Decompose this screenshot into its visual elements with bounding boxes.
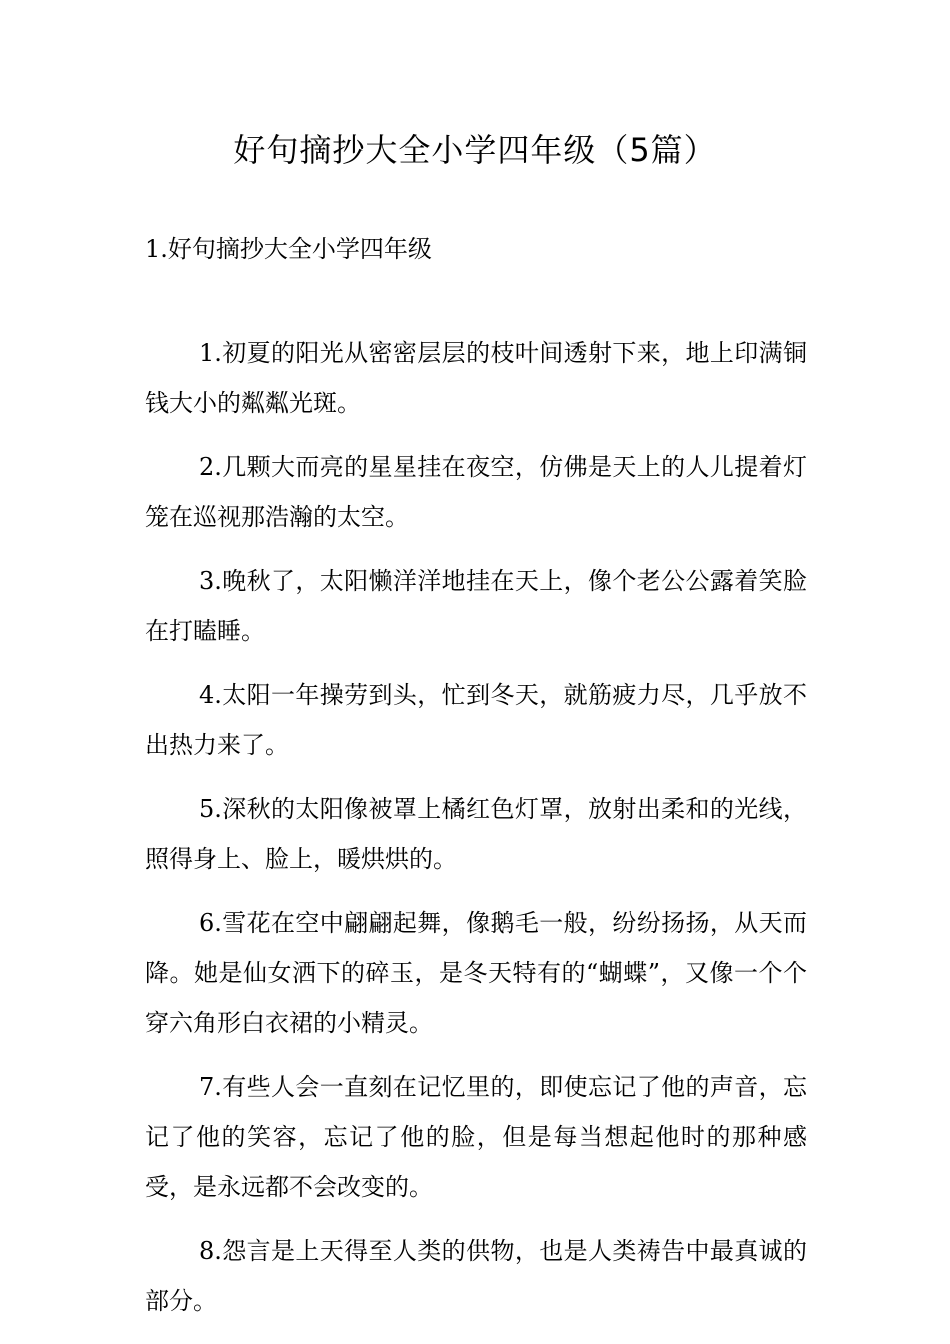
paragraph: 8.怨言是上天得至人类的供物，也是人类祷告中最真诚的部分。 (145, 1237, 807, 1315)
paragraph: 1.初夏的阳光从密密层层的枝叶间透射下来，地上印满铜钱大小的粼粼光斑。 (145, 339, 807, 417)
paragraph: 4.太阳一年操劳到头，忙到冬天，就筋疲力尽，几乎放不出热力来了。 (145, 681, 807, 759)
document-body (145, 328, 807, 1340)
section-heading: 1.好句摘抄大全小学四年级 (145, 235, 432, 263)
paragraph: 5.深秋的太阳像被罩上橘红色灯罩，放射出柔和的光线，照得身上、脸上，暖烘烘的。 (145, 795, 807, 873)
document-title: 好句摘抄大全小学四年级（5篇） (233, 131, 717, 169)
paragraph: 6.雪花在空中翩翩起舞，像鹅毛一般，纷纷扬扬，从天而降。她是仙女洒下的碎玉，是冬天特有的“蝴蝶”，又像一个个穿六角形白衣裙的小精灵。 (145, 909, 807, 1037)
paragraph: 7.有些人会一直刻在记忆里的，即使忘记了他的声音，忘记了他的笑容，忘记了他的脸，但是每当想起他时的那种感受，是永远都不会改变的。 (145, 1073, 807, 1201)
paragraph: 3.晚秋了，太阳懒洋洋地挂在天上，像个老公公露着笑脸在打瞌睡。 (145, 567, 807, 645)
paragraph: 2.几颗大而亮的星星挂在夜空，仿佛是天上的人儿提着灯笼在巡视那浩瀚的太空。 (145, 453, 807, 531)
